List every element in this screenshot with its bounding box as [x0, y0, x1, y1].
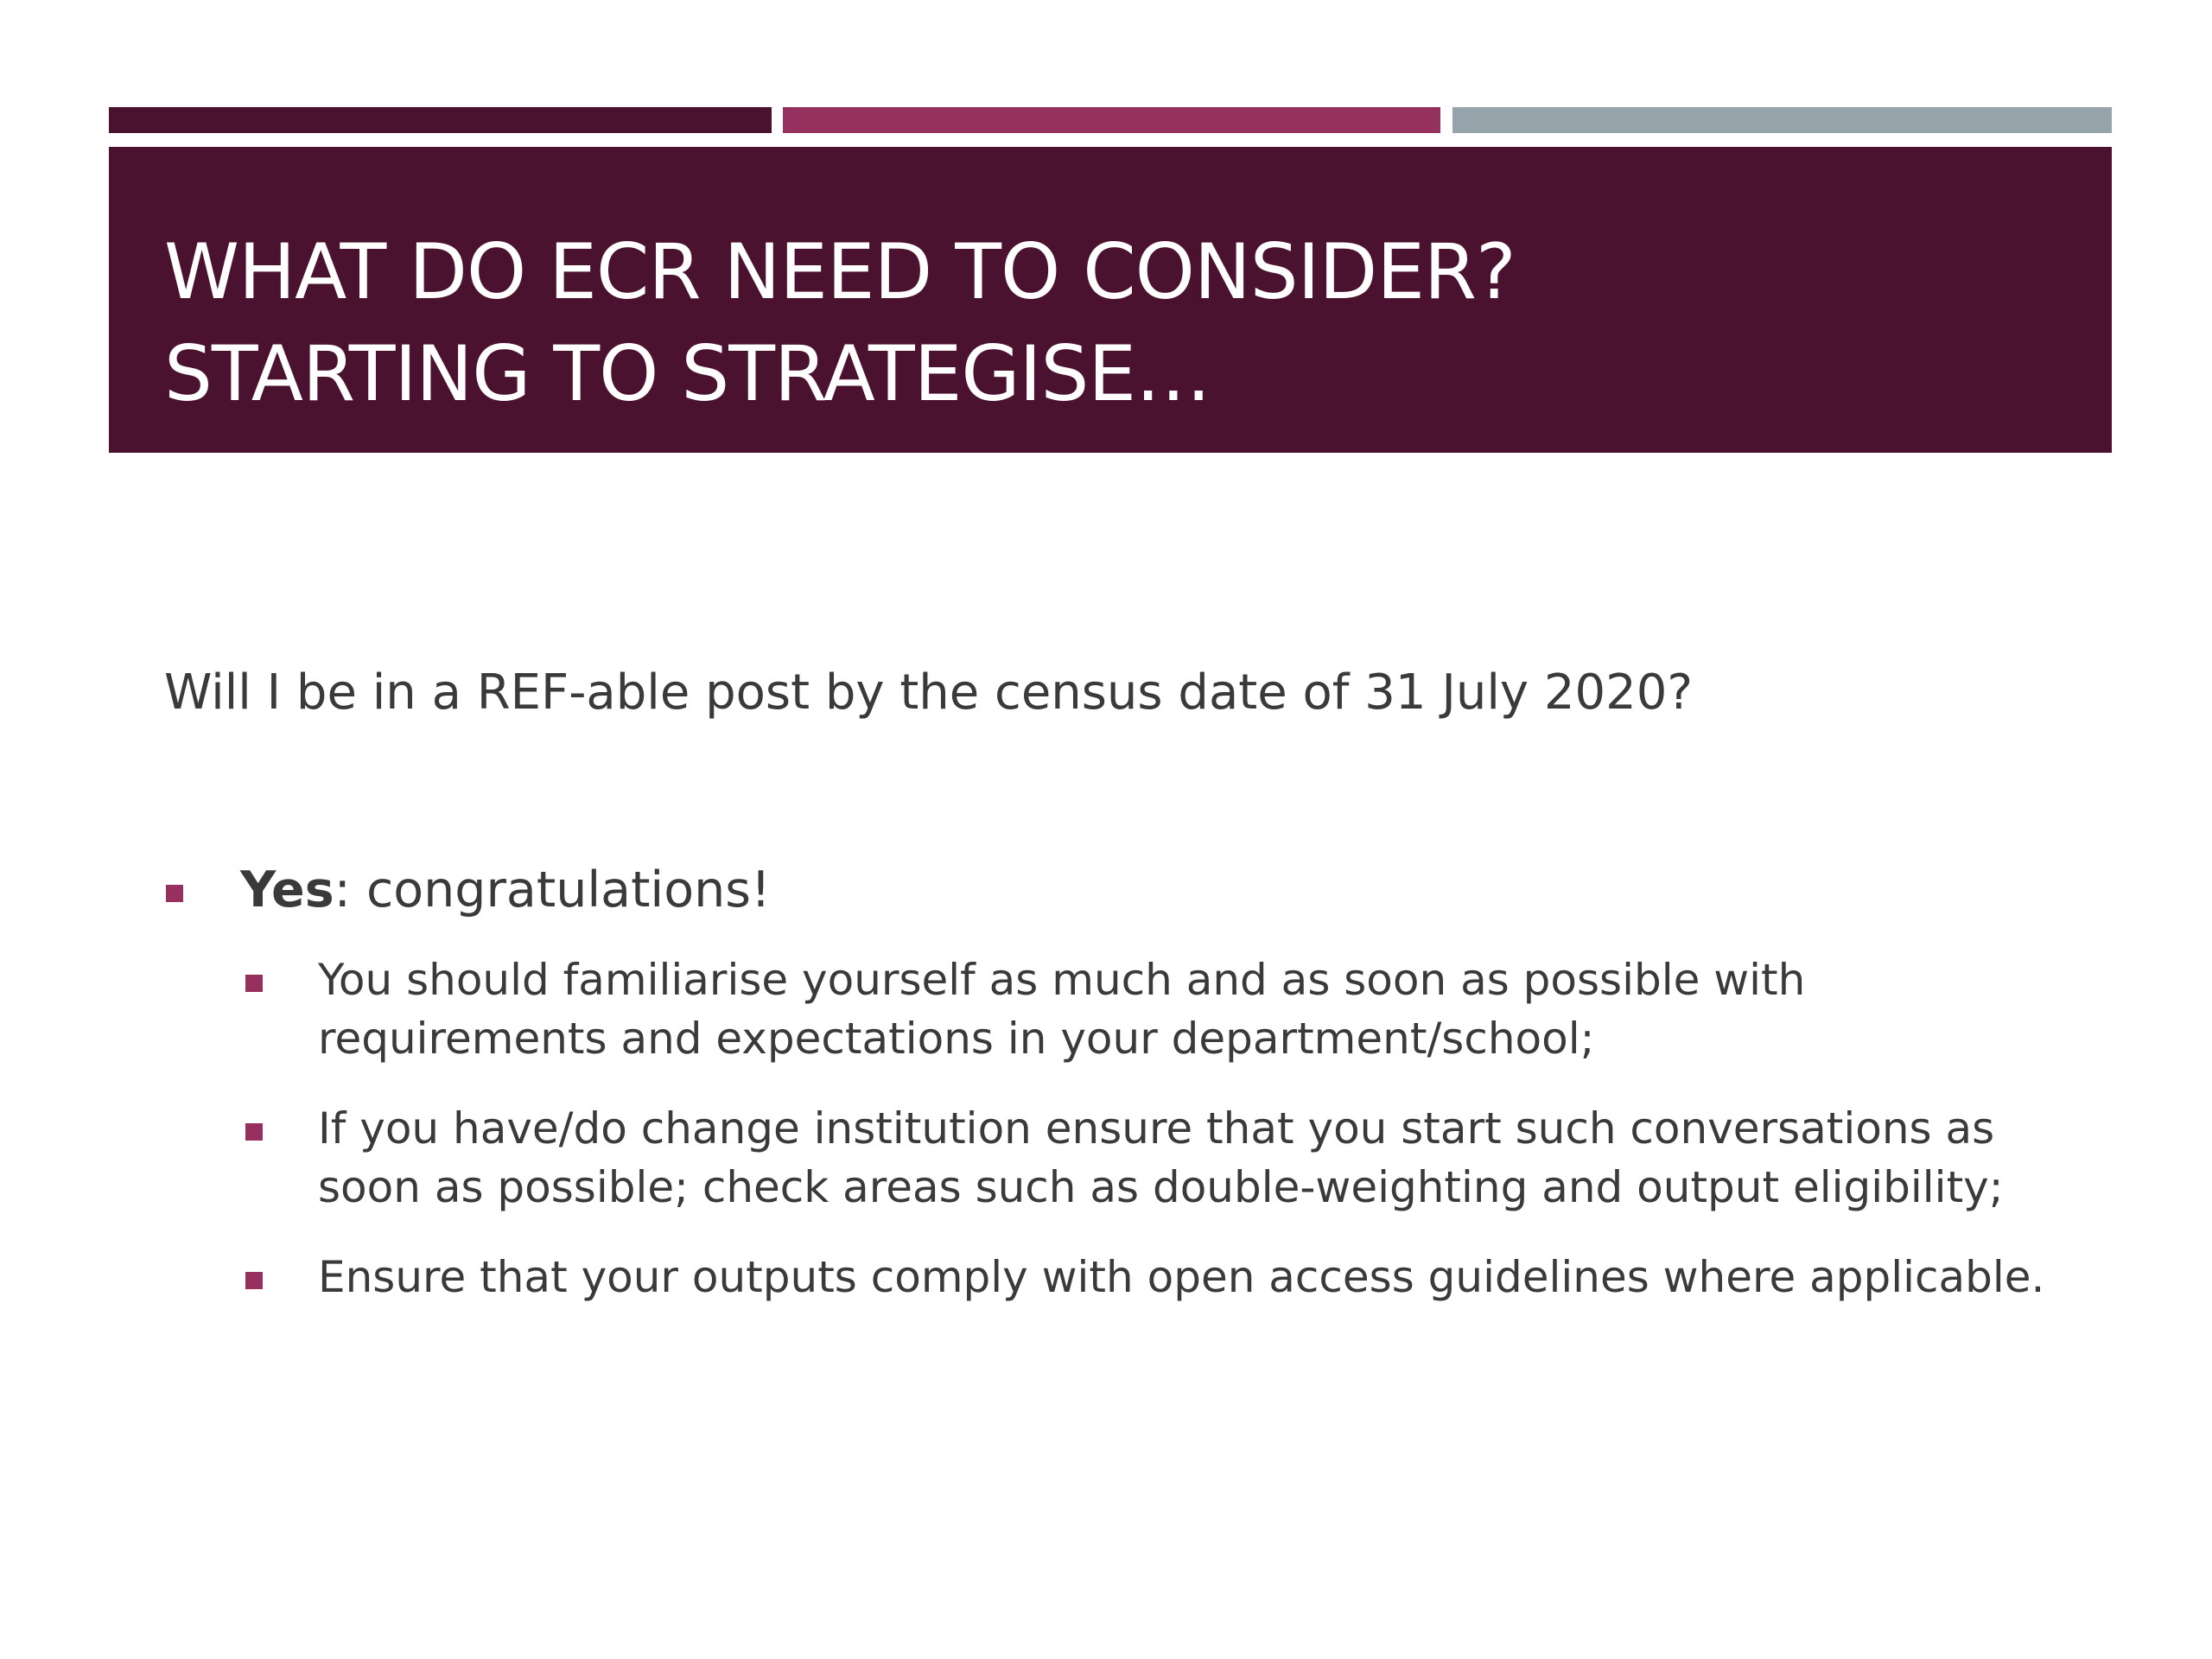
sub-bullet-text: Ensure that your outputs comply with open access guidelines where applicable.: [318, 1252, 2045, 1302]
sub-bullet-text: You should familiarise yourself as much and as soon as possible with requirements and expectations in your department/school;: [318, 955, 1806, 1064]
bullet-text: [240, 855, 771, 925]
accent-bar-dark: [109, 107, 772, 133]
sub-bullet-text: If you have/do change institution ensure that you start such conversations as soon as possible; check areas such as double-weighting and output eligibility;: [318, 1103, 2004, 1212]
slide-title-line-1: WHAT DO ECR NEED TO CONSIDER?: [164, 227, 1516, 316]
square-bullet-icon: [245, 1272, 263, 1289]
answer-label: Yes: [240, 861, 334, 918]
accent-bar-pink: [783, 107, 1440, 133]
accent-bar-gray: [1452, 107, 2112, 133]
answer-rest: : congratulations!: [334, 861, 771, 918]
title-band: [109, 147, 2112, 453]
question-text: Will I be in a REF-able post by the census date of 31 July 2020?: [164, 664, 1694, 721]
square-bullet-icon: [245, 1123, 263, 1141]
slide-title-line-2: STARTING TO STRATEGISE…: [164, 329, 1211, 418]
square-bullet-icon: [166, 885, 183, 902]
square-bullet-icon: [245, 975, 263, 992]
